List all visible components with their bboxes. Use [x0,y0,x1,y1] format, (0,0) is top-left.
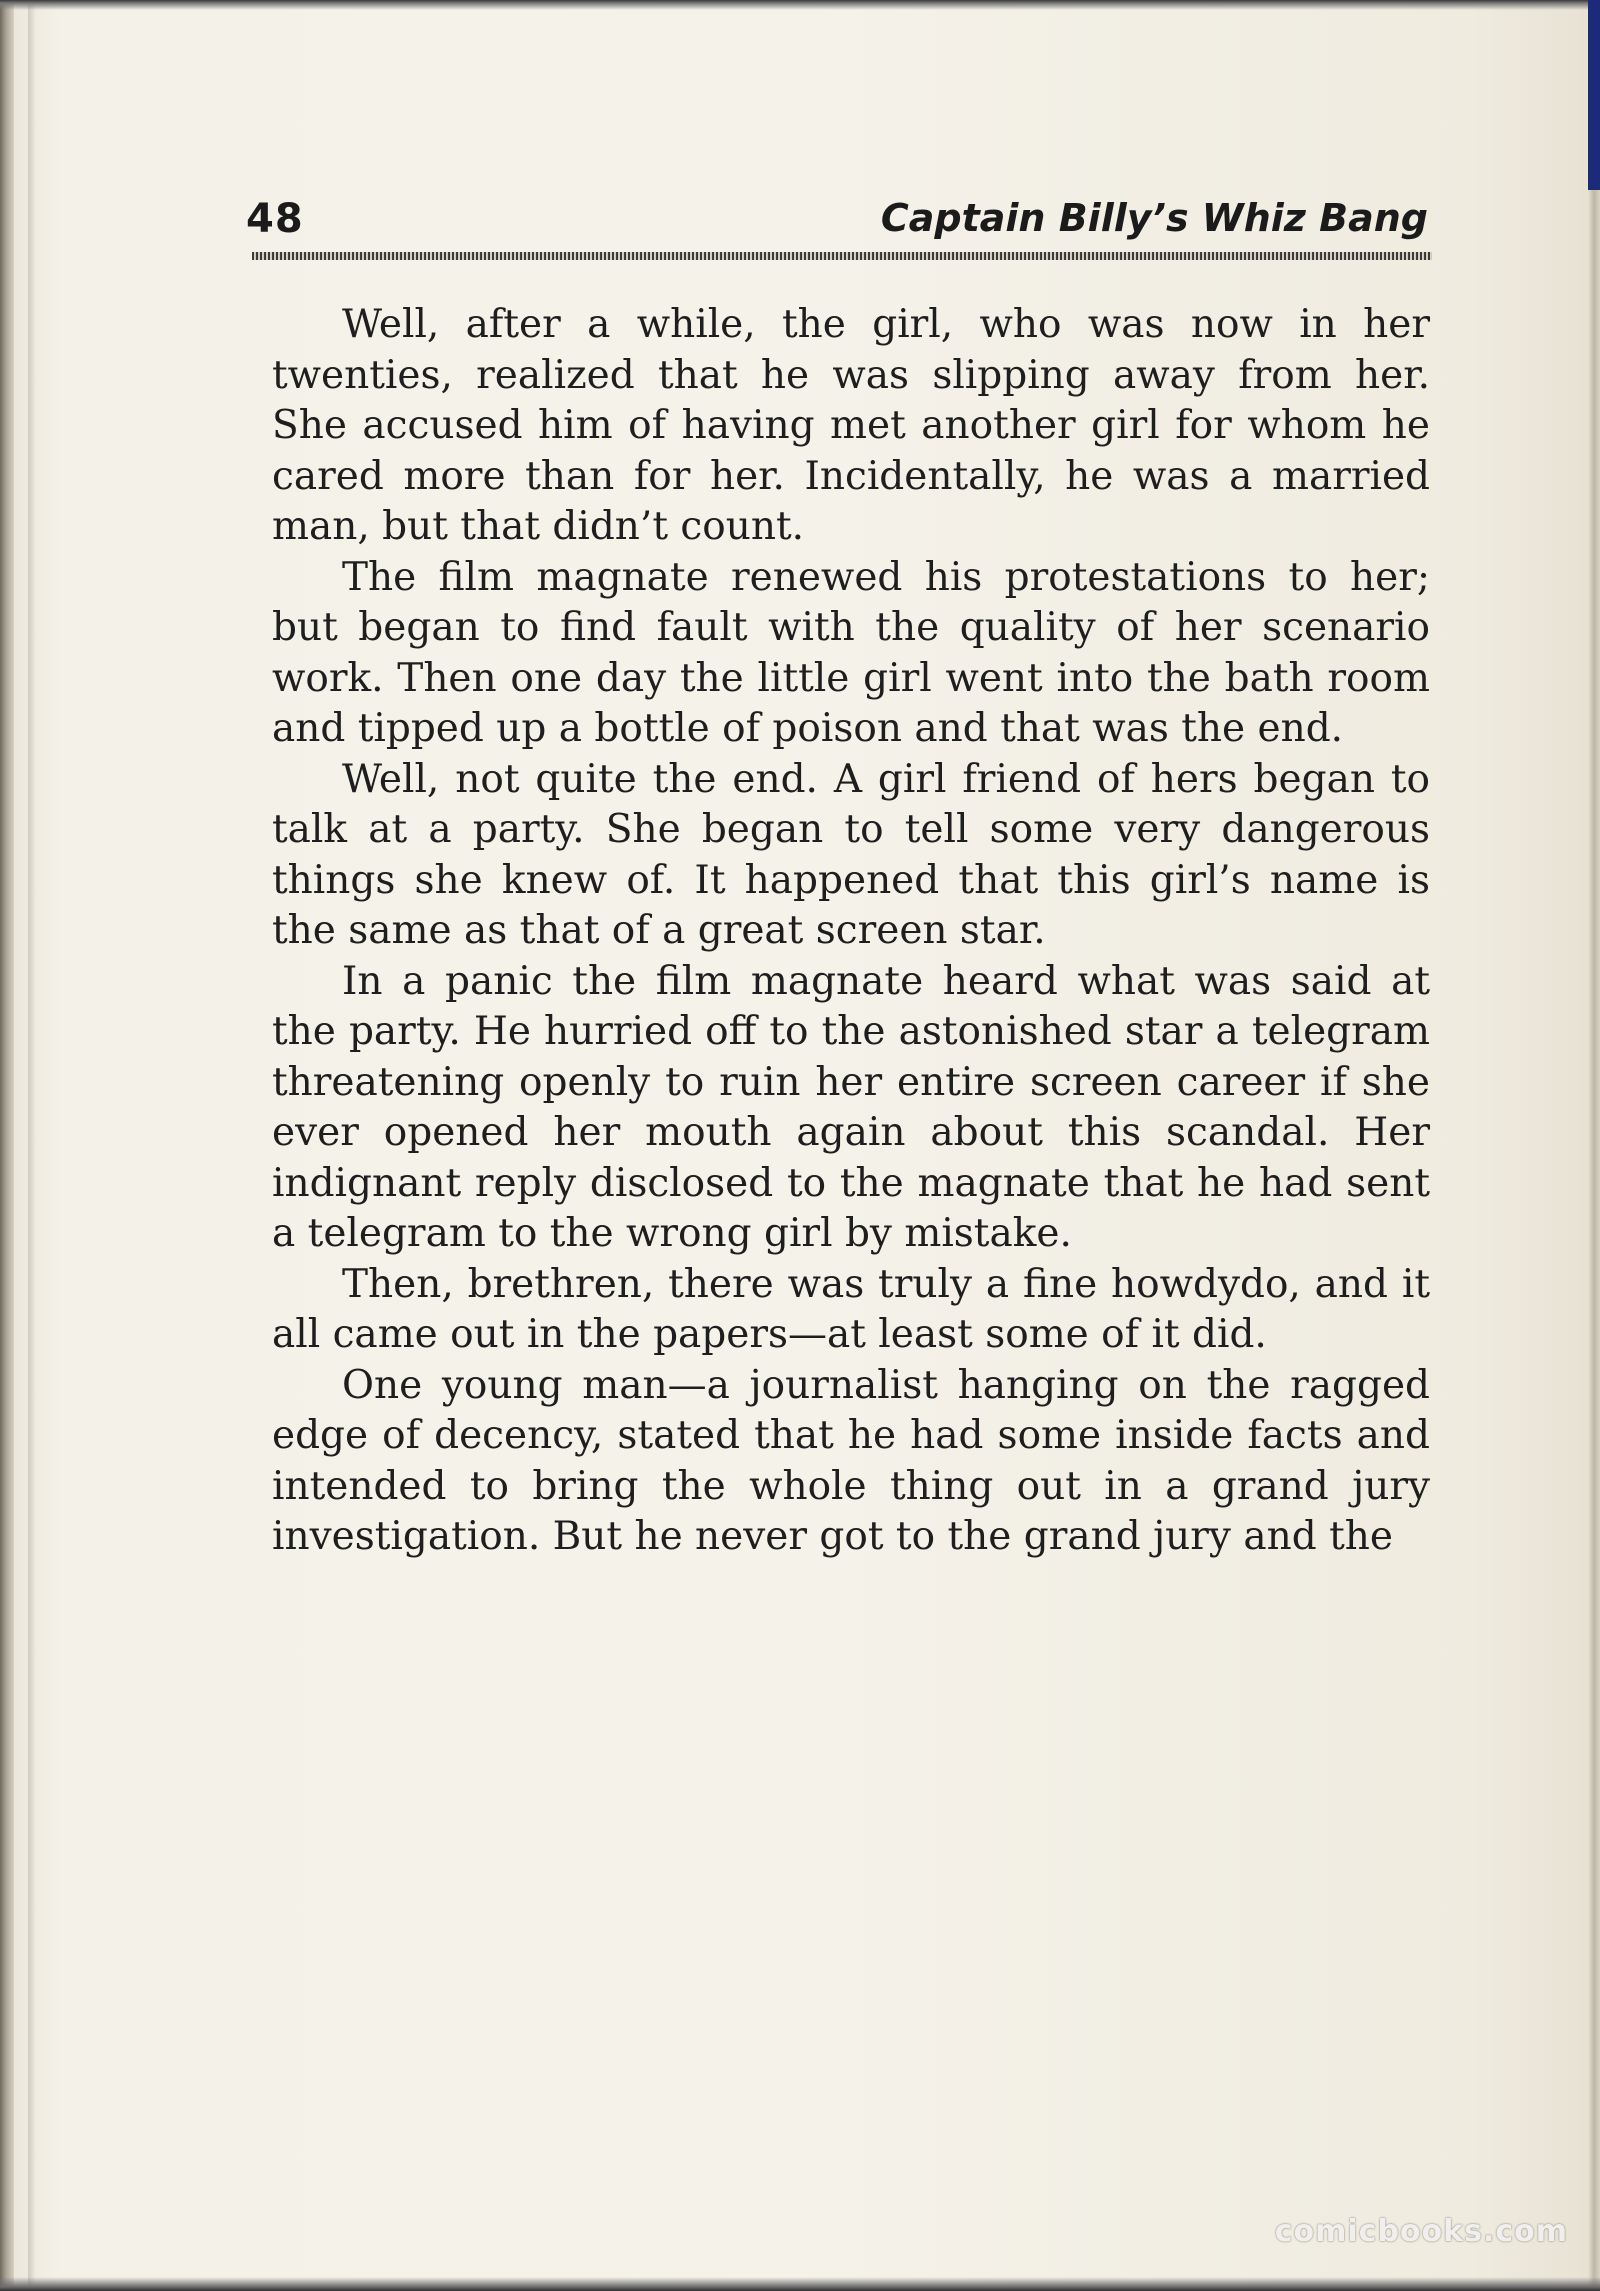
paragraph-6: One young man—a journalist hanging on the ragged edge of decency, stated that he had some inside facts and intended to bring the whole thing out in a grand jury investigation. But he never got to the grand jury and the [272,1362,1430,1559]
paragraph-4: In a panic the film magnate heard what was said at the party. He hurried off to the astonished star a telegram threatening openly to ruin her entire screen career if she ever opened her mouth again about this scandal. Her indignant reply disclosed to the magnate that he had sent a telegram to the wrong girl by mistake. [272,958,1430,1256]
page-top-edge [0,0,1600,10]
paragraph-5: Then, brethren, there was truly a fine howdydo, and it all came out in the papers—at least some of it did. [272,1261,1430,1357]
header-rule [252,252,1432,260]
page-header [236,196,1432,250]
running-title: Captain Billy’s Whiz Bang [880,196,1428,240]
paragraph-1: Well, after a while, the girl, who was now in her twenties, realized that he was slipping away from her. She accused him of having met another girl for whom he cared more than for her. Incidentally, he was a married man, but that didn’t count. [272,302,1430,549]
page-bottom-edge [0,2277,1600,2291]
page-left-edge [0,0,14,2291]
watermark: comicbooks.com [1274,2214,1568,2249]
page-number: 48 [246,196,304,242]
paragraph-3: Well, not quite the end. A girl friend of hers began to talk at a party. She began to tell some very dangerous things she knew of. It happened that this girl’s name is the same as that of a great screen star. [272,756,1430,953]
page-binding-shadow [28,0,36,2291]
article-body [272,300,1430,1563]
paragraph-2: The film magnate renewed his protestations to her; but began to find fault with the quality of her scenario work. Then one day the little girl went into the bath room and tipped up a bottle of poison and that was the end. [272,554,1430,751]
page-right-edge [1588,0,1600,2291]
scan-background-corner [1588,0,1600,190]
